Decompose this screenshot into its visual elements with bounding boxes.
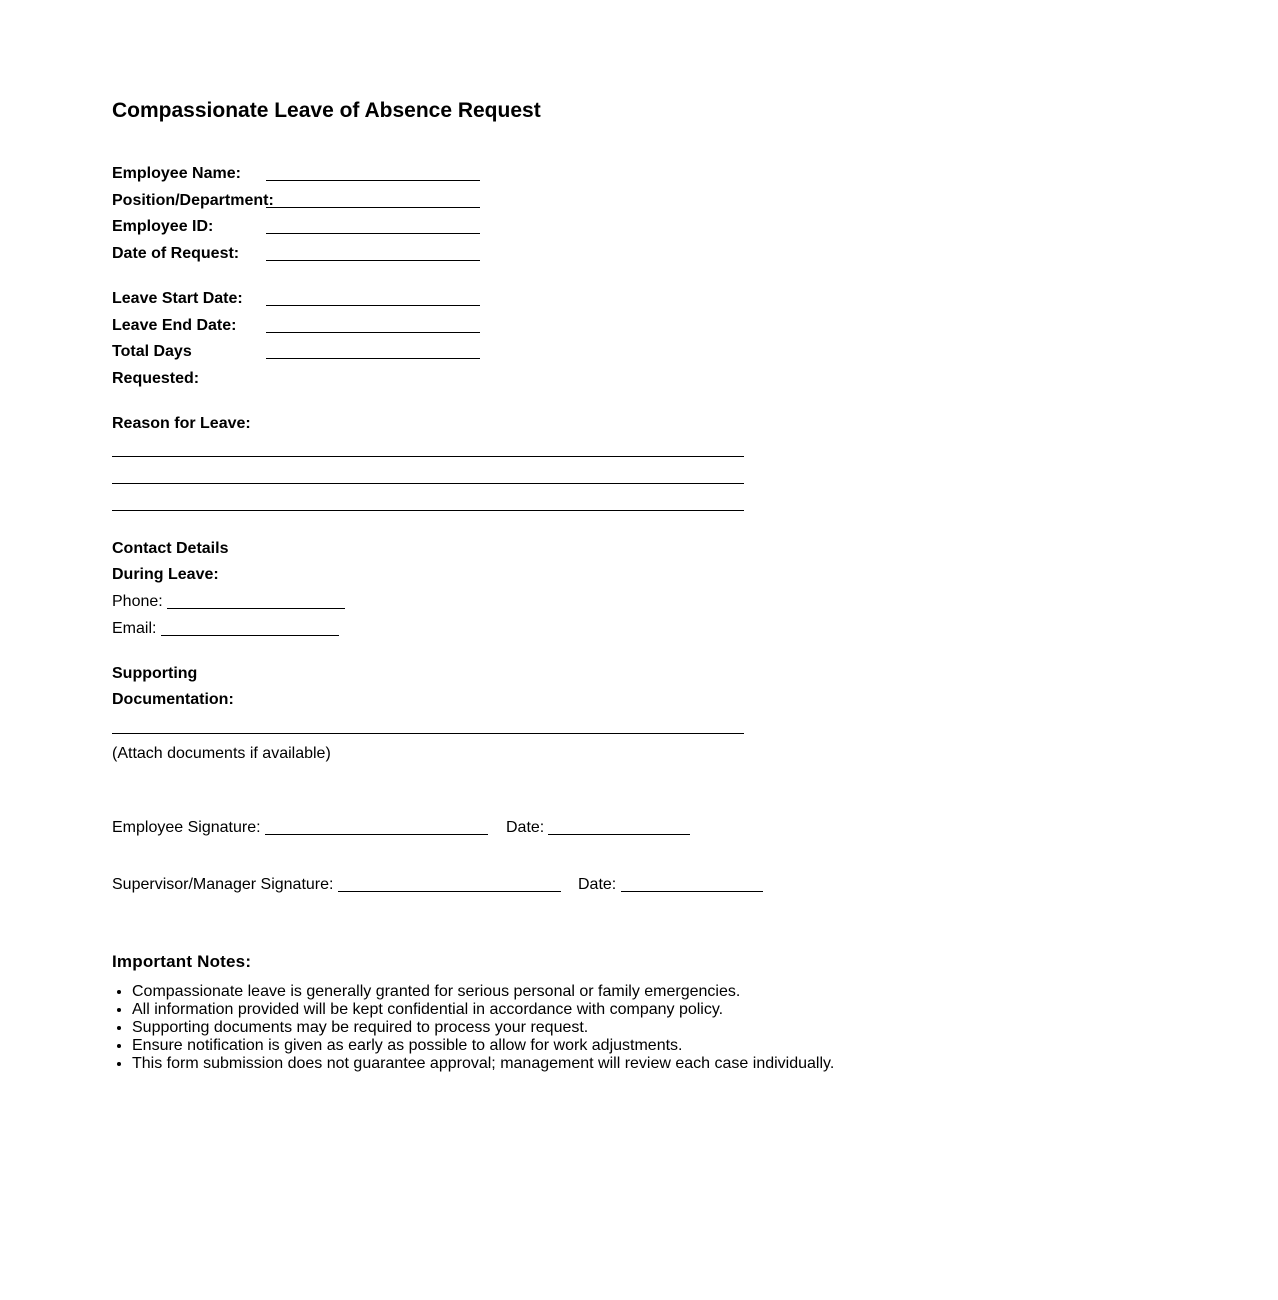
important-notes-heading: Important Notes: [112,952,252,971]
supervisor-signature-date-field[interactable] [621,891,763,892]
employee-signature-label: Employee Signature: [112,819,261,836]
employee-signature-date-label: Date: [506,819,545,836]
employee-name-field[interactable] [266,180,480,181]
note-item: • This form submission does not guarantee approval; management will review each case individually. [132,1055,834,1073]
supporting-documentation-label-line1: Supporting [112,665,198,682]
employee-signature-date-field[interactable] [548,834,690,835]
employee-name-label: Employee Name: [112,165,241,182]
reason-line-1[interactable] [112,456,744,457]
supervisor-signature-date-label: Date: [578,876,617,893]
supervisor-signature-label: Supervisor/Manager Signature: [112,876,334,893]
employee-id-field[interactable] [266,233,480,234]
total-days-field[interactable] [266,358,480,359]
reason-for-leave-label: Reason for Leave: [112,415,251,432]
reason-line-3[interactable] [112,510,744,511]
position-department-label: Position/Department: [112,192,274,209]
supporting-documentation-label-line2: Documentation: [112,691,234,708]
reason-line-2[interactable] [112,483,744,484]
position-department-field[interactable] [266,207,480,208]
contact-details-label-line1: Contact Details [112,540,229,557]
leave-start-date-field[interactable] [266,305,480,306]
employee-signature-field[interactable] [265,834,488,835]
contact-details-label-line2: During Leave: [112,566,219,583]
employee-id-label: Employee ID: [112,218,214,235]
email-label: Email: [112,620,157,637]
total-days-label-line1: Total Days [112,343,192,360]
date-of-request-label: Date of Request: [112,245,240,262]
page-title: Compassionate Leave of Absence Request [112,99,541,122]
email-field[interactable] [161,635,339,636]
supporting-documentation-field[interactable] [112,733,744,734]
phone-field[interactable] [167,608,345,609]
supervisor-signature-field[interactable] [338,891,561,892]
phone-label: Phone: [112,593,163,610]
supporting-documentation-hint: (Attach documents if available) [112,745,331,762]
leave-end-date-field[interactable] [266,332,480,333]
important-notes-list [112,983,834,1073]
leave-end-date-label: Leave End Date: [112,317,237,334]
note-item: • All information provided will be kept confidential in accordance with company policy. [132,1001,834,1019]
note-item: • Supporting documents may be required to process your request. [132,1019,834,1037]
note-item: • Ensure notification is given as early as possible to allow for work adjustments. [132,1037,834,1055]
note-item: • Compassionate leave is generally granted for serious personal or family emergencies. [132,983,834,1001]
total-days-label-line2: Requested: [112,370,200,387]
leave-start-date-label: Leave Start Date: [112,290,243,307]
date-of-request-field[interactable] [266,260,480,261]
